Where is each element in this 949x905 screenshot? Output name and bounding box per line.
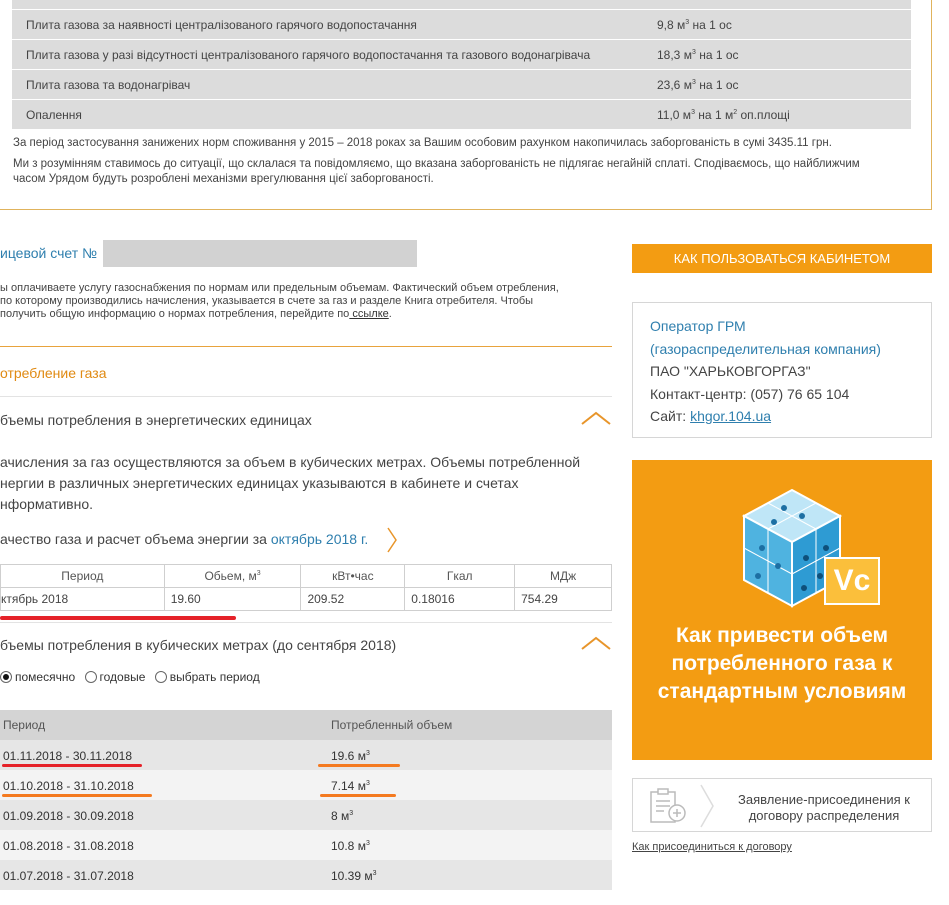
energy-header: кВт•час: [301, 565, 405, 588]
debt-notice: За період застосування занижених норм споживання у 2015 – 2018 роках за Вашим особовим рахунком накопичилась заборгованість в сумі 3435.11 грн.: [13, 137, 832, 149]
gas-quality-label: ачество газа и расчет объема энергии за октябрь 2018 г.: [0, 531, 369, 547]
debt-info: Ми з розумінням ставимось до ситуації, що склалася та повідомляємо, що вказана заборгованість не підлягає негайній сплаті. Сподіваємось, що найближчим часом Урядом будуть розроблені механізми врегулювання цієї заборгованості.: [13, 158, 860, 185]
norm-name: Плита газова та водонагрівач: [26, 78, 191, 92]
radio-monthly[interactable]: помесячно: [0, 670, 75, 684]
norm-name: Плита газова за наявності централізованого гарячого водопостачання: [26, 18, 417, 32]
chevron-right-icon: [699, 783, 715, 829]
annotation-orange-underline: [318, 764, 400, 767]
norms-row: [12, 70, 911, 99]
application-card[interactable]: [632, 778, 932, 832]
radio-button[interactable]: [155, 671, 167, 683]
account-title: ицевой счет №: [0, 245, 98, 261]
energy-header: Период: [1, 565, 165, 588]
energy-cell: 19.60: [164, 588, 301, 611]
energy-paragraph: ачисления за газ осуществляются за объем в кубических метрах. Объемы потребленной нергии в различных энергетических единицах указываются в кабинете и счетах нформативно.: [0, 454, 581, 512]
table-row: 01.07.2018 - 31.07.2018 10.39 $м^3$: [0, 860, 612, 890]
chevron-up-icon[interactable]: [581, 635, 611, 651]
norm-value: 23,6 $м^3$ на 1 ос: [657, 78, 739, 92]
energy-table: [0, 564, 612, 611]
document-add-icon: [649, 788, 689, 824]
norms-row-partial: [12, 0, 911, 9]
operator-site-link[interactable]: khgor.104.ua: [690, 408, 772, 424]
chevron-right-icon[interactable]: [386, 526, 398, 554]
norm-value: 9,8 $м^3$ на 1 ос: [657, 18, 732, 32]
radio-yearly[interactable]: годовые: [85, 670, 146, 684]
norm-value: 11,0 $м^3$ на 1 $м^2$ оп.площі: [657, 108, 790, 122]
how-to-use-button[interactable]: КАК ПОЛЬЗОВАТЬСЯ КАБИНЕТОМ: [632, 244, 932, 273]
radio-button[interactable]: [0, 671, 12, 683]
account-number-redacted: [103, 240, 417, 267]
annotation-orange-underline: [320, 794, 396, 797]
energy-cell: ктябрь 2018: [1, 588, 165, 611]
norms-link[interactable]: ссылке: [349, 308, 389, 320]
table-row: 01.11.2018 - 30.11.2018 19.6 $м^3$: [0, 740, 612, 770]
divider: [0, 396, 612, 397]
radio-button[interactable]: [85, 671, 97, 683]
table-row: 01.09.2018 - 30.09.2018 8 $м^3$: [0, 800, 612, 830]
operator-site: Сайт: khgor.104.ua: [650, 408, 772, 424]
promo-text: Как привести объем потребленного газа к стандартным условиям: [657, 624, 907, 703]
operator-contact: Контакт-центр: (057) 76 65 104: [650, 386, 850, 402]
account-intro: ы оплачиваете услугу газоснабжения по нормам или предельным объемам. Фактический объем отребления, по которому производились начисления, указывается в счете за газ и разделе Книга отребителя. Чтобы получить общую информацию о нормах потребления, перейдите по ссылке.: [0, 282, 559, 320]
promo-banner[interactable]: [632, 460, 932, 760]
energy-cell: 209.52: [301, 588, 405, 611]
energy-header: Гкал: [405, 565, 515, 588]
cubic-volumes-title[interactable]: бъемы потребления в кубических метрах (до сентября 2018): [0, 637, 397, 653]
norm-value: 18,3 $м^3$ на 1 ос: [657, 48, 739, 62]
norms-row: [12, 40, 911, 69]
operator-title: Оператор ГРМ: [650, 318, 746, 334]
period-radio-group: [0, 670, 266, 684]
divider: [0, 346, 612, 347]
norm-name: Плита газова у разі відсутності централізованого гарячого водопостачання та газового водонагрівача: [26, 48, 591, 62]
table-header: Период Потребленный объем: [0, 710, 612, 740]
vc-badge: Vc: [824, 557, 880, 605]
operator-company: ПАО "ХАРЬКОВГОРГАЗ": [650, 363, 811, 379]
table-row: 01.10.2018 - 31.10.2018 7.14 $м^3$: [0, 770, 612, 800]
chevron-up-icon[interactable]: [581, 410, 611, 426]
energy-units-title[interactable]: бъемы потребления в энергетических единицах: [0, 412, 312, 428]
operator-card: [632, 302, 932, 438]
quality-month-link[interactable]: октябрь 2018 г.: [270, 531, 369, 547]
table-row: 01.08.2018 - 31.08.2018 10.8 $м^3$: [0, 830, 612, 860]
divider: [0, 622, 612, 623]
annotation-red-underline: [0, 616, 236, 620]
energy-header: МДж: [515, 565, 612, 588]
norms-row: [12, 100, 911, 129]
norm-name: Опалення: [26, 108, 82, 122]
operator-subtitle: (газораспределительная компания): [650, 341, 881, 357]
application-label: Заявление-присоединения к договору распределения: [738, 792, 910, 823]
energy-header: Обьем, $м^3$: [164, 565, 301, 588]
norms-row: [12, 10, 911, 39]
annotation-orange-underline: [2, 794, 152, 797]
energy-cell: 754.29: [515, 588, 612, 611]
radio-custom-period[interactable]: выбрать период: [155, 670, 260, 684]
section-title-gas-consumption: отребление газа: [0, 365, 107, 381]
how-to-join-link[interactable]: Как присоединиться к договору: [632, 841, 792, 853]
energy-cell: 0.18016: [405, 588, 515, 611]
annotation-red-underline: [2, 764, 142, 767]
